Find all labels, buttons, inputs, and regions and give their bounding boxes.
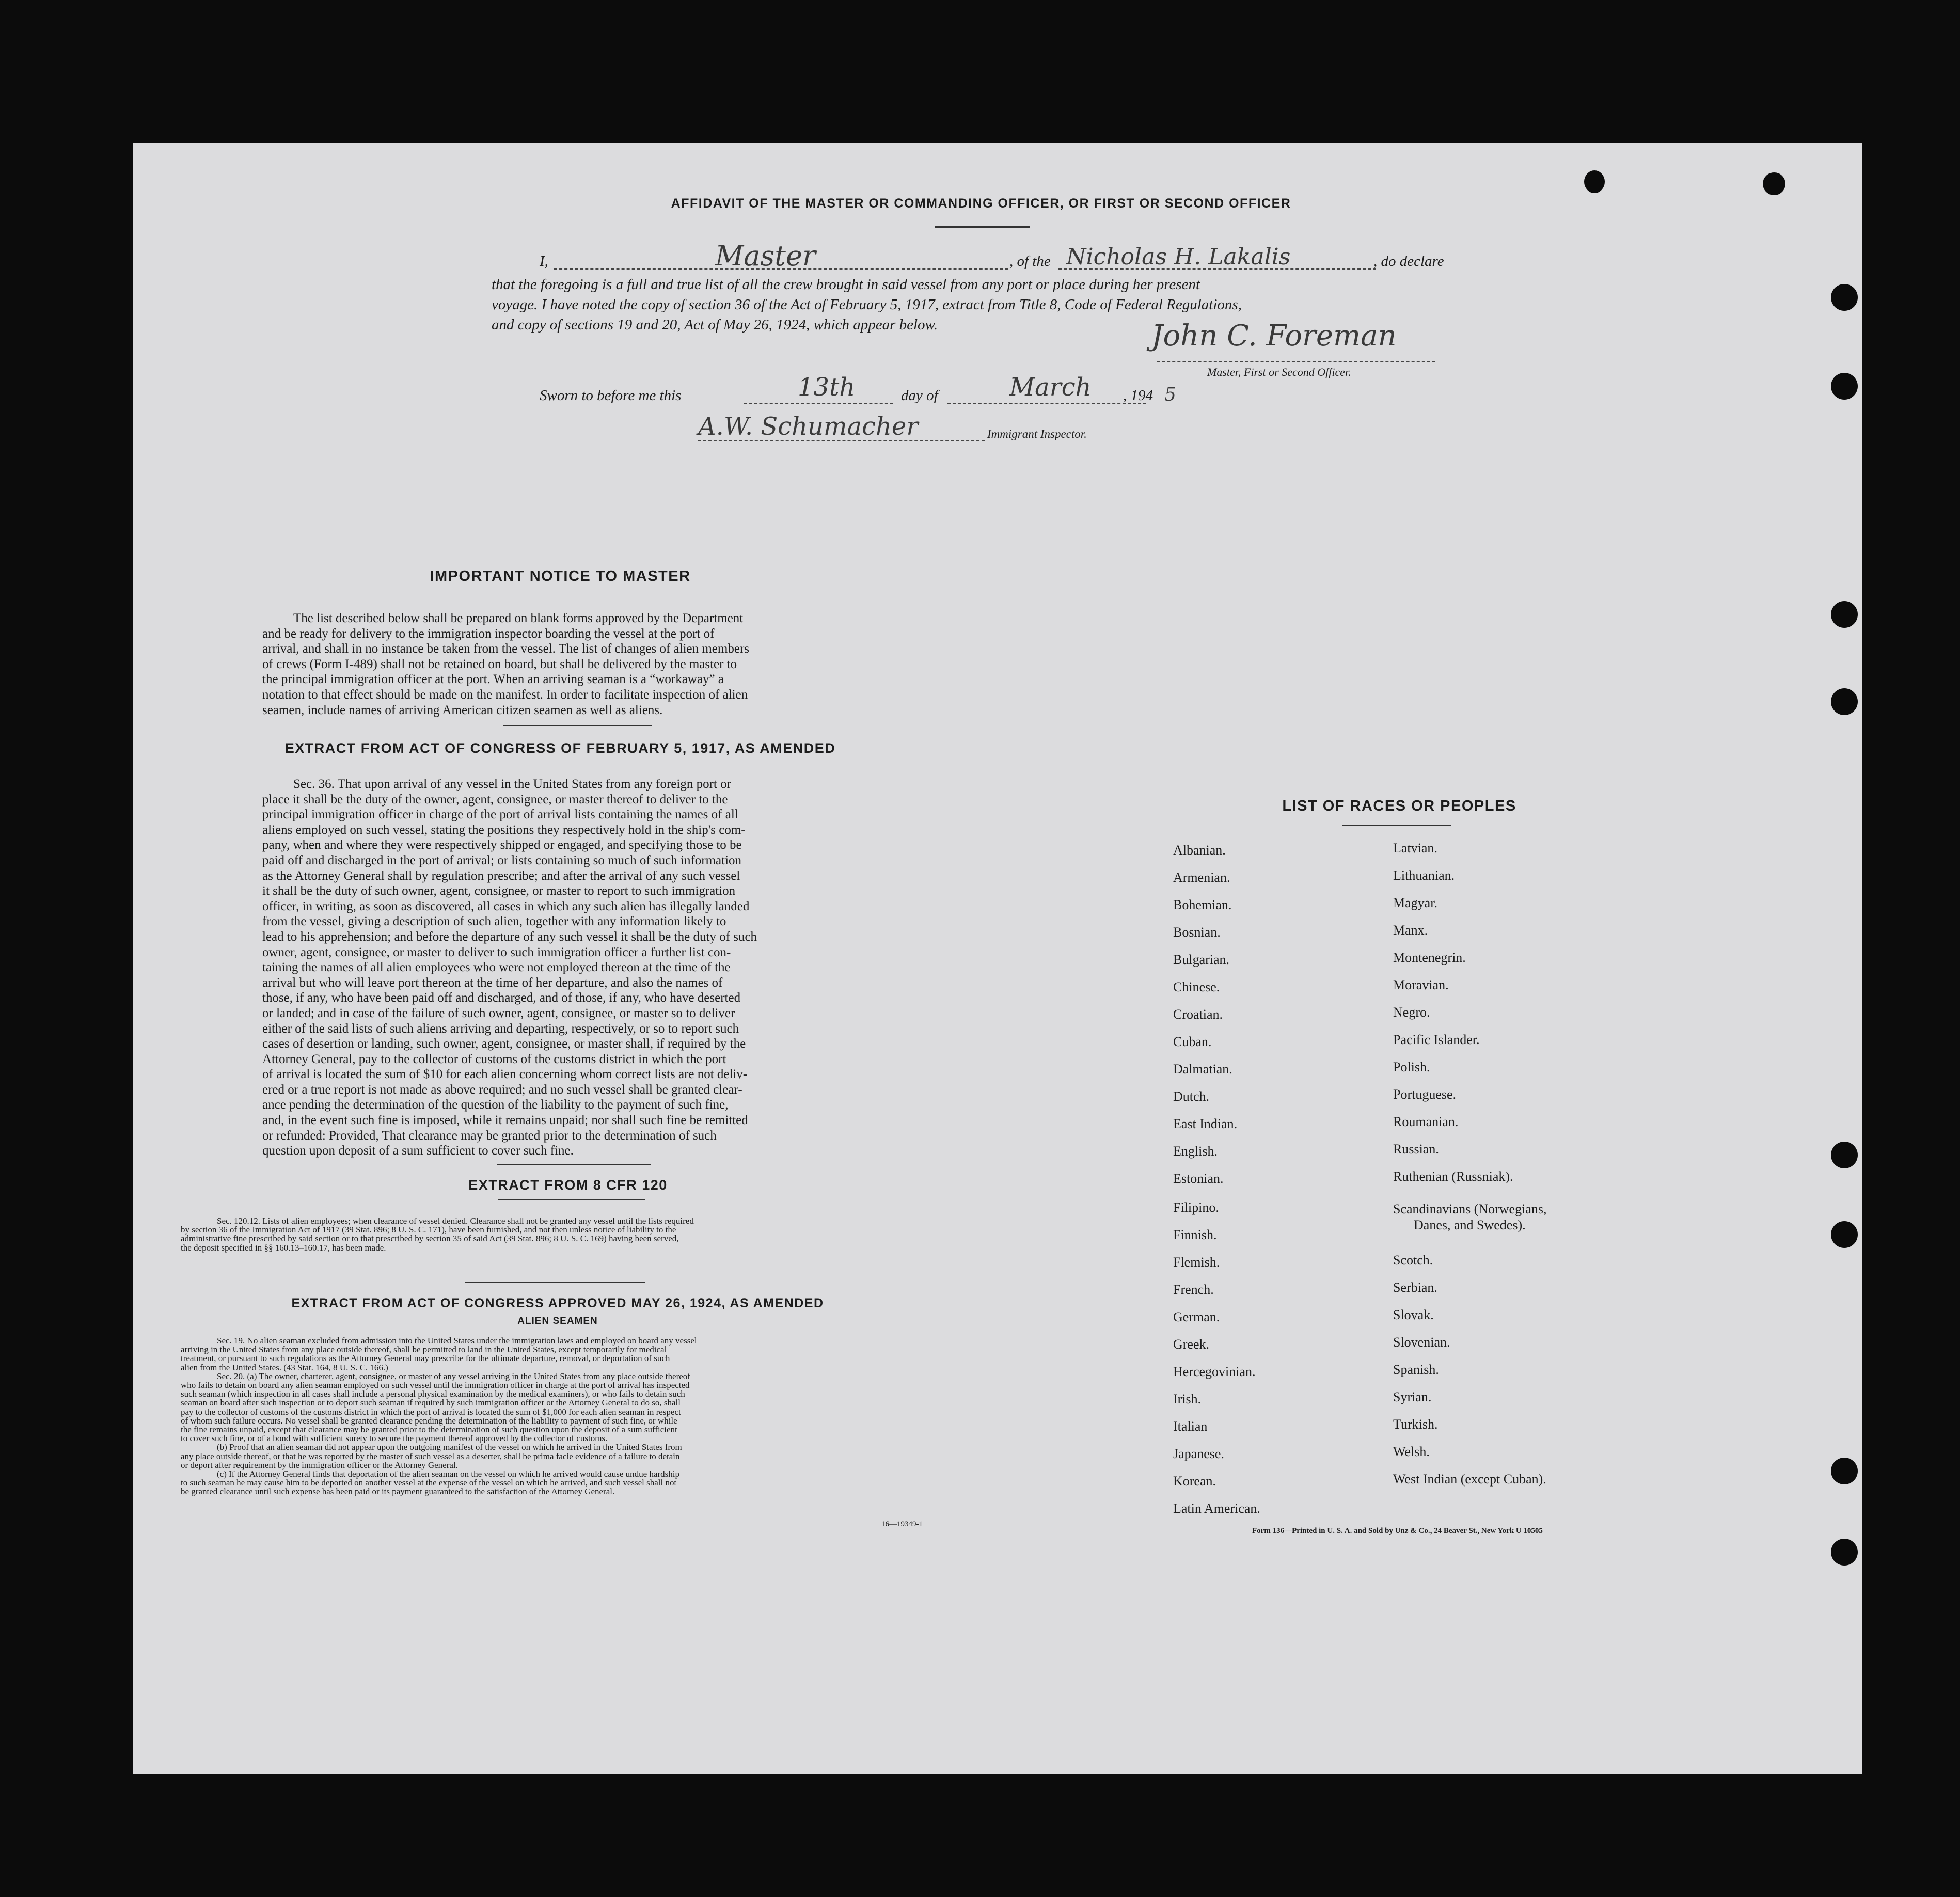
extract-1917-line: paid off and discharged in the port of arrival; or lists containing so much of such information [262, 853, 742, 867]
race-item: Scandinavians (Norwegians, [1393, 1202, 1547, 1216]
divider [465, 1282, 645, 1283]
punch-hole [1831, 373, 1858, 400]
extract-cfr-line: administrative fine prescribed by said section or to that prescribed by section 35 of said Act (39 Stat. 896; 8 U. S. C. 169) having been served, [181, 1234, 679, 1244]
race-item: Serbian. [1393, 1280, 1437, 1295]
divider [1342, 825, 1451, 826]
divider [935, 226, 1030, 228]
extract-1924-line: Sec. 19. No alien seaman excluded from admission into the United States under the immigration laws and employed on board any vessel [217, 1336, 697, 1346]
race-item: English. [1173, 1144, 1218, 1159]
extract-1924-line: such seaman (which inspection in all cases shall include a personal physical examination by the medical examiners), or who fails to detain such [181, 1389, 685, 1399]
extract-1924-line: Sec. 20. (a) The owner, charterer, agent, consignee, or master of any vessel arriving in the United States from any place outside thereof [217, 1371, 690, 1381]
race-item: Latvian. [1393, 841, 1437, 856]
race-item: Dutch. [1173, 1089, 1210, 1104]
extract-1917-line: place it shall be the duty of the owner, agent, consignee, or master thereof to deliver to the [262, 792, 728, 807]
extract-1924-title: EXTRACT FROM ACT OF CONGRESS APPROVED MAY 26, 1924, AS AMENDED [291, 1296, 824, 1310]
extract-1924-line: seaman on board after such inspection or to deport such seaman if required by such immigration officer or the Attorney General to do so, shall [181, 1398, 681, 1408]
extract-1917-line: principal immigration officer in charge of the port of arrival lists containing the names of all [262, 808, 738, 822]
inspector-signature: A.W. Schumacher [698, 412, 919, 441]
extract-1917-line: Attorney General, pay to the collector of customs of the customs district in which the port [262, 1052, 726, 1066]
notice-title: IMPORTANT NOTICE TO MASTER [430, 568, 691, 584]
extract-1924-subtitle: ALIEN SEAMEN [517, 1316, 598, 1326]
race-item: Manx. [1393, 923, 1428, 938]
extract-1917-line: aliens employed on such vessel, stating the positions they respectively hold in the ship's com- [262, 823, 746, 837]
extract-1917-line: owner, agent, consignee, or master to deliver to such immigration officer a further list con- [262, 945, 731, 959]
form-code: 16—19349-1 [881, 1520, 923, 1528]
extract-1917-line: ered or a true report is not made as above required; and no such vessel shall be granted clear- [262, 1082, 742, 1097]
race-item: East Indian. [1173, 1116, 1238, 1131]
race-item: Chinese. [1173, 979, 1220, 994]
signature-line [698, 440, 985, 441]
race-item: Flemish. [1173, 1255, 1220, 1270]
race-item: Irish. [1173, 1392, 1202, 1406]
inspector-caption: Immigrant Inspector. [987, 428, 1087, 440]
signature-line [1157, 361, 1435, 362]
race-item: Croatian. [1173, 1007, 1223, 1022]
race-item: Cuban. [1173, 1034, 1212, 1049]
extract-1917-line: those, if any, who have been paid off and discharged, and of those, if any, who have deserted [262, 991, 741, 1005]
extract-1924-line: any place outside thereof, or that he was reported by the master of such vessel as a deserter, shall be prima facie evidence of a failure to detain [181, 1451, 680, 1461]
affidavit-text-line: and copy of sections 19 and 20, Act of May 26, 1924, which appear below. [492, 317, 938, 333]
race-item: Welsh. [1393, 1444, 1430, 1459]
notice-line: notation to that effect should be made on the manifest. In order to facilitate inspection of alien [262, 687, 748, 702]
extract-1924-line: or deport after requirement by the immigration officer or the Attorney General. [181, 1460, 458, 1470]
extract-1917-line: from the vessel, giving a description of such alien, together with any information likely to [262, 914, 726, 929]
notice-line: arrival, and shall in no instance be taken from the vessel. The list of changes of alien members [262, 642, 749, 656]
divider [503, 725, 652, 726]
race-item: Portuguese. [1393, 1087, 1457, 1102]
extract-1917-line: officer, in writing, as soon as discovered, all cases in which any such alien has illegally landed [262, 899, 750, 913]
notice-line: the principal immigration officer at the port. When an arriving seaman is a “workaway” a [262, 672, 724, 687]
race-item: Hercegovinian. [1173, 1364, 1256, 1379]
extract-1917-line: of arrival is located the sum of $10 for each alien concerning whom correct lists are not deliv- [262, 1067, 748, 1082]
extract-cfr-body [181, 1216, 935, 1252]
race-item: Spanish. [1393, 1362, 1439, 1377]
race-item: Ruthenian (Russniak). [1393, 1169, 1513, 1184]
affidavit-text-line: voyage. I have noted the copy of section 36 of the Act of February 5, 1917, extract from Title 8, Code of Federal Regulations, [492, 296, 1242, 313]
extract-1924-line: arriving in the United States from any place outside thereof, shall be permitted to land in the United States, except temporarily for medical [181, 1345, 667, 1355]
race-item: Albanian. [1173, 843, 1226, 858]
race-item: Korean. [1173, 1474, 1216, 1489]
notice-line: and be ready for delivery to the immigration inspector boarding the vessel at the port of [262, 626, 715, 641]
punch-hole [1584, 170, 1605, 193]
extract-1924-line: the fine remains unpaid, except that clearance may be granted prior to the determination of such question upon the deposit of a sum sufficient [181, 1425, 677, 1435]
extract-1917-line: Sec. 36. That upon arrival of any vessel in the United States from any foreign port or [293, 777, 731, 791]
extract-1917-line: ance pending the determination of the question of the liability to the payment of such fine, [262, 1098, 729, 1112]
day-handwritten: 13th [798, 373, 856, 402]
divider [497, 1164, 651, 1165]
punch-hole [1831, 601, 1858, 628]
affidavit-title: AFFIDAVIT OF THE MASTER OR COMMANDING OFFICER, OR FIRST OR SECOND OFFICER [671, 196, 1291, 211]
race-item: Filipino. [1173, 1200, 1219, 1215]
race-item: Syrian. [1393, 1389, 1432, 1404]
punch-hole [1831, 1539, 1858, 1566]
extract-1917-line: either of the said lists of such aliens arriving and departing, respectively, or so to report such [262, 1021, 739, 1036]
extract-1924-line: to cover such fine, or of a bond with sufficient surety to secure the payment thereof approved by the collector of customs. [181, 1433, 608, 1444]
extract-1917-line: arrival but who will leave port thereon at the time of her departure, and also the names of [262, 975, 723, 990]
race-item: Slovak. [1393, 1307, 1434, 1322]
race-item: Russian. [1393, 1142, 1439, 1157]
extract-1917-line: cases of desertion or landing, such owner, agent, consignee, or master shall, if required by the [262, 1037, 746, 1051]
race-item: Pacific Islander. [1393, 1032, 1480, 1047]
race-item: Dalmatian. [1173, 1062, 1232, 1077]
races-title: LIST OF RACES OR PEOPLES [1282, 798, 1516, 814]
extract-cfr-line: by section 36 of the Immigration Act of 1917 (39 Stat. 896; 8 U. S. C. 171), have been furnished, and not then unless notice of liability to the [181, 1225, 676, 1235]
race-item: West Indian (except Cuban). [1393, 1472, 1546, 1487]
race-item: Japanese. [1173, 1446, 1224, 1461]
punch-hole [1831, 688, 1858, 715]
extract-cfr-line: Sec. 120.12. Lists of alien employees; when clearance of vessel denied. Clearance shall not be granted any vessel until the lists required [217, 1216, 694, 1226]
race-item: Slovenian. [1393, 1335, 1450, 1350]
extract-1917-body [262, 777, 853, 1159]
of-the-label: , of the [1009, 253, 1051, 270]
fill-line [744, 403, 893, 404]
declare-label: , do declare [1373, 253, 1444, 270]
race-item: Finnish. [1173, 1227, 1217, 1242]
extract-1917-line: or landed; and in case of the failure of such owner, agent, consignee, or master so to deliver [262, 1006, 735, 1020]
fill-line [947, 403, 1146, 404]
extract-cfr-title: EXTRACT FROM 8 CFR 120 [468, 1177, 668, 1193]
race-item: Estonian. [1173, 1171, 1224, 1186]
race-item: Danes, and Swedes). [1414, 1218, 1526, 1232]
notice-line: of crews (Form I-489) shall not be retained on board, but shall be delivered by the master to [262, 657, 737, 671]
extract-1917-line: question upon deposit of a sum sufficient to cover such fine. [262, 1144, 574, 1158]
race-item: Moravian. [1393, 977, 1449, 992]
race-item: Roumanian. [1393, 1114, 1459, 1129]
race-item: Negro. [1393, 1005, 1430, 1020]
race-item: Lithuanian. [1393, 868, 1455, 883]
extract-1917-line: and, in the event such fine is imposed, while it remains unpaid; nor shall such fine be remitted [262, 1113, 748, 1128]
race-item: Bohemian. [1173, 897, 1232, 912]
race-item: Polish. [1393, 1060, 1430, 1074]
extract-1924-line: who fails to detain on board any alien seaman employed on such vessel until the immigration officer in charge at the port of arrival has inspected [181, 1380, 690, 1390]
sworn-line [540, 373, 1211, 413]
extract-1917-line: pany, when and where they were respectively shipped or engaged, and specifying those to be [262, 838, 742, 852]
affidavit-text-line: that the foregoing is a full and true list of all the crew brought in said vessel from any port or place during her present [492, 276, 1200, 293]
extract-1917-line: lead to his apprehension; and before the departure of any such vessel it shall be the duty of such [262, 929, 757, 944]
extract-1924-line: be granted clearance until such expense has been paid or its payment guaranteed to the satisfaction of the Attorney General. [181, 1487, 615, 1497]
race-item: Bosnian. [1173, 925, 1221, 940]
punch-hole [1831, 1221, 1858, 1248]
form-footer: Form 136—Printed in U. S. A. and Sold by Unz & Co., 24 Beaver St., New York U 10505 [1252, 1527, 1543, 1535]
race-item: Montenegrin. [1393, 950, 1466, 965]
notice-body [262, 611, 853, 718]
year-handwritten: 5 [1164, 384, 1176, 405]
extract-1924-line: (b) Proof that an alien seaman did not appear upon the outgoing manifest of the vessel on which he arrived in the United States from [217, 1442, 682, 1452]
race-item: Armenian. [1173, 870, 1230, 885]
extract-cfr-line: the deposit specified in §§ 160.13–160.17, has been made. [181, 1242, 386, 1253]
extract-1924-body [181, 1336, 935, 1496]
month-handwritten: March [1009, 373, 1092, 402]
race-item: Scotch. [1393, 1253, 1433, 1268]
race-item: Bulgarian. [1173, 952, 1230, 967]
punch-hole [1763, 172, 1785, 195]
race-item: Greek. [1173, 1337, 1210, 1352]
race-item: Latin American. [1173, 1501, 1260, 1516]
notice-line: The list described below shall be prepared on blank forms approved by the Department [293, 611, 744, 625]
vessel-handwritten: Nicholas H. Lakalis [1066, 244, 1291, 270]
extract-1917-line: taining the names of all alien employees who were not employed thereon at the time of the [262, 960, 731, 975]
race-item: Italian [1173, 1419, 1208, 1434]
extract-1917-line: it shall be the duty of such owner, agent, consignee, or master to report to such immigration [262, 884, 736, 898]
extract-1924-line: (c) If the Attorney General finds that deportation of the alien seaman on the vessel on which he arrived would cause undue hardship [217, 1469, 679, 1479]
extract-1917-line: or refunded: Provided, That clearance may be granted prior to the determination of such [262, 1128, 717, 1143]
extract-1924-line: treatment, or pursuant to such regulations as the Attorney General may prescribe for the ultimate departure, removal, or deportation of such [181, 1353, 670, 1364]
sworn-label: Sworn to before me this [540, 387, 682, 404]
punch-hole [1831, 1142, 1858, 1168]
race-item: French. [1173, 1282, 1214, 1297]
extract-1917-title: EXTRACT FROM ACT OF CONGRESS OF FEBRUARY 5, 1917, AS AMENDED [284, 740, 836, 756]
extract-1924-line: of whom such failure occurs. No vessel shall be granted clearance pending the determination of the liability to payment of such fine, or while [181, 1415, 677, 1426]
punch-hole [1831, 1458, 1858, 1484]
race-item: Turkish. [1393, 1417, 1438, 1432]
day-of-label: day of [901, 387, 938, 404]
notice-line: seamen, include names of arriving American citizen seamen as well as aliens. [262, 703, 663, 717]
race-item: German. [1173, 1309, 1220, 1324]
extract-1924-line: to such seaman he may cause him to be deported on another vessel at the expense of the vessel on which he arrived, and such vessel shall not [181, 1478, 677, 1488]
punch-hole [1831, 284, 1858, 311]
rank-handwritten: Master [715, 240, 816, 272]
extract-1917-line: as the Attorney General shall by regulation prescribe; and after the arrival of any such vessel [262, 868, 740, 883]
i-label: I, [540, 253, 548, 270]
master-signature: John C. Foreman [1151, 319, 1397, 353]
extract-1924-line: pay to the collector of customs of the customs district in which the port of arrival is located the sum of $1,000 for each alien seaman in respect [181, 1406, 681, 1417]
divider [498, 1199, 645, 1200]
year-printed: , 194 [1123, 387, 1153, 404]
extract-1924-line: alien from the United States. (43 Stat. 164, 8 U. S. C. 166.) [181, 1362, 388, 1372]
race-item: Magyar. [1393, 895, 1437, 910]
signature-caption: Master, First or Second Officer. [1207, 366, 1351, 378]
